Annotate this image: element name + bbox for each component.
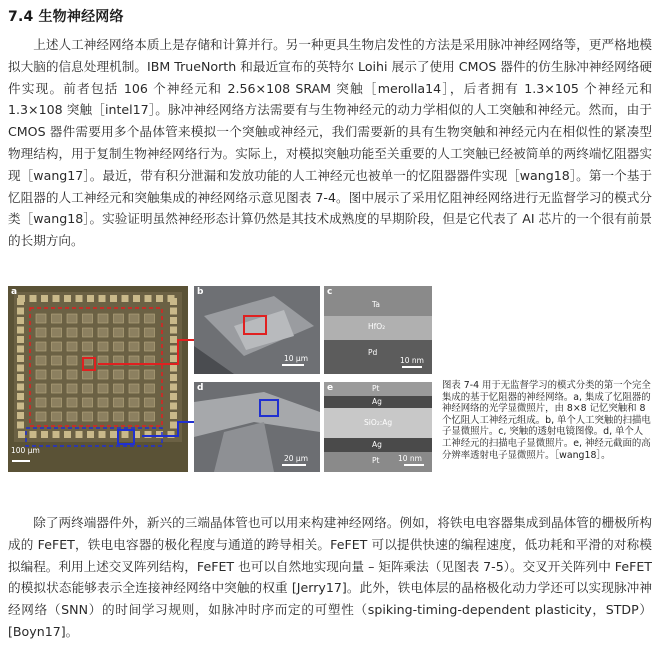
synapse-cell: [36, 356, 46, 365]
synapse-cell: [98, 370, 108, 379]
synapse-cell: [114, 398, 124, 407]
synapse-cell: [36, 328, 46, 337]
bond-pad: [17, 298, 24, 305]
synapse-cell: [145, 314, 155, 323]
bond-pad: [53, 295, 60, 302]
synapse-cell: [145, 398, 155, 407]
synapse-cell: [114, 314, 124, 323]
bond-pad: [17, 317, 24, 324]
bond-pad: [30, 431, 37, 438]
synapse-cell: [129, 342, 139, 351]
scale-bar-a: [12, 460, 30, 462]
bond-pad: [76, 431, 83, 438]
bond-pad: [145, 295, 152, 302]
bond-pad: [17, 336, 24, 343]
panel-b-label: b: [197, 287, 204, 297]
panel-c-layer-2: Pd: [368, 348, 378, 357]
synapse-cell: [98, 412, 108, 421]
bond-pad: [76, 295, 83, 302]
bond-pad: [17, 403, 24, 410]
bond-pad: [17, 384, 24, 391]
bond-pad: [122, 295, 129, 302]
synapse-cell: [114, 342, 124, 351]
bond-pad: [110, 295, 117, 302]
synapse-cell: [145, 412, 155, 421]
synapse-cell: [52, 370, 62, 379]
panel-e-neuron-tem: [324, 382, 432, 472]
synapse-cell: [83, 342, 93, 351]
synapse-cell: [67, 342, 77, 351]
synapse-cell: [36, 412, 46, 421]
synapse-cell: [129, 328, 139, 337]
bond-pad: [64, 295, 71, 302]
bond-pad: [17, 355, 24, 362]
figure-caption: 图表 7-4 用于无监督学习的模式分类的第一个完全集成的基于忆阻器的神经网络。a, 集成了忆阻器的神经网络的光学显微照片，由 8×8 记忆突触和 8 个忆阻人工神经元组成。b, 单个人工突触的扫描电子显微照片。c, 突触的透射电镜图像。d, 单个人工神经元的扫描电子显微照片。e, 神经元截面的高分辨率透射电子显微照片。［wang18］。: [442, 380, 651, 461]
panel-d-label: d: [197, 383, 204, 393]
bond-pad: [17, 393, 24, 400]
synapse-cell: [83, 328, 93, 337]
bond-pad: [133, 295, 140, 302]
bond-pad: [53, 431, 60, 438]
synapse-cell: [129, 412, 139, 421]
synapse-cell: [36, 342, 46, 351]
bond-pad: [17, 365, 24, 372]
synapse-cell: [83, 384, 93, 393]
synapse-cell: [98, 384, 108, 393]
synapse-cell: [67, 412, 77, 421]
paragraph-1: 上述人工神经网络本质上是存储和计算并行。另一种更具生物启发性的方法是采用脉冲神经网络等，更严格地模拟大脑的信息处理机制。IBM TrueNorth 和最近宣布的英特尔 Loihi 展示了使用 CMOS 器件的仿生脉冲神经网络硬件实现。前者包括 106 个神经元和 2.56×108 SRAM 突触［merolla14］，后者拥有 1.3×105 个神经元和 1.3×108 突触［intel17］。脉冲神经网络方法需要有与生物神经元的动力学相似的人工突触和神经元。然而，由于 CMOS 器件需要用多个晶体管来模拟一个突触或神经元，我们需要新的具有生物突触和神经元内在相似性的紧凑型物理结构，用于复制生物神经网络行为。实际上，对模拟突触功能至关重要的人工突触已经被简单的两终端忆阻器实现［wang17］。最近，带有积分泄漏和发放功能的人工神经元也被单一的忆阻器器件实现［wang18］。第一个基于忆阻器的人工神经元和突触集成的神经网络示意见图表 7-4。图中展示了采用忆阻神经网络进行无监督学习的模式分类［wang18］。实验证明虽然神经形态计算仍然是其技术成熟度的早期阶段，但是它代表了 AI 芯片的一个很有前景的长期方向。: [8, 37, 652, 249]
panel-b-scale-label: 10 µm: [284, 354, 309, 363]
bond-pad: [87, 295, 94, 302]
panel-c-scale-label: 10 nm: [400, 356, 424, 365]
synapse-cell: [83, 398, 93, 407]
bond-pad: [99, 295, 106, 302]
panel-a-scale-label: 100 µm: [11, 446, 40, 455]
bond-pad: [17, 346, 24, 353]
bond-pad: [30, 295, 37, 302]
synapse-cell: [145, 328, 155, 337]
panel-e-layer-0: Pt: [372, 384, 380, 393]
bond-pad: [17, 422, 24, 429]
panel-e-layer-3: Ag: [372, 440, 382, 449]
synapse-cell: [114, 370, 124, 379]
connector-arrows: [158, 296, 198, 466]
synapse-cell: [129, 384, 139, 393]
bond-pad: [122, 431, 129, 438]
synapse-cell: [129, 398, 139, 407]
paragraph-2: 除了两终端器件外，新兴的三端晶体管也可以用来构建神经网络。例如，将铁电电容器集成到晶体管的栅极所构成的 FeFET，铁电电容器的极化程度与通道的跨导相关。FeFET 可以提供快速的编程速度，低功耗和平滑的对称模拟编程。利用上述交叉阵列结构，FeFET 也可以自然地实现向量 – 矩阵乘法（见图表 7-5）。交叉开关阵列中 FeFET 的模拟状态能够表示全连接神经网络中突触的权重 [Jerry17]。此外，铁电体层的晶格极化动力学还可以实现脉冲神经网络（SNN）的时间学习规则，如脉冲时序而定的可塑性（spiking-timing-dependent plasticity，STDP）[Boyn17]。: [8, 515, 652, 639]
panel-c-layer-1: HfO₂: [368, 322, 386, 331]
synapse-cell: [98, 314, 108, 323]
synapse-cell: [36, 370, 46, 379]
synapse-cell: [98, 342, 108, 351]
bond-pad: [41, 431, 48, 438]
synapse-cell: [52, 342, 62, 351]
synapse-cell: [36, 314, 46, 323]
synapse-cell: [52, 398, 62, 407]
bond-pad: [110, 431, 117, 438]
synapse-cell: [67, 370, 77, 379]
synapse-cell: [52, 412, 62, 421]
synapse-cell: [67, 314, 77, 323]
panel-d-scale-label: 20 µm: [284, 454, 309, 463]
panel-e-layer-2: SiO₂:Ag: [364, 418, 393, 427]
synapse-cell: [129, 370, 139, 379]
synapse-cell: [83, 370, 93, 379]
bond-pad: [64, 431, 71, 438]
synapse-cell: [67, 356, 77, 365]
panel-b-synapse-sem: [194, 286, 320, 374]
synapse-cell: [145, 370, 155, 379]
synapse-cell: [52, 384, 62, 393]
bond-pad: [87, 431, 94, 438]
synapse-cell: [36, 384, 46, 393]
bond-pad: [41, 295, 48, 302]
panel-c-label: c: [327, 287, 333, 297]
panel-e-layer-4: Pt: [372, 456, 380, 465]
bond-pad: [17, 374, 24, 381]
bond-pad: [17, 327, 24, 334]
synapse-cell: [83, 412, 93, 421]
figure-7-4: [8, 286, 432, 472]
synapse-cell: [52, 328, 62, 337]
synapse-cell: [98, 398, 108, 407]
synapse-cell: [67, 398, 77, 407]
synapse-cell: [145, 384, 155, 393]
bond-pad: [18, 431, 25, 438]
panel-c-synapse-tem: [324, 286, 432, 374]
panel-c-layer-0: Ta: [372, 300, 380, 309]
synapse-cell: [52, 314, 62, 323]
bond-pad: [99, 431, 106, 438]
synapse-cell: [114, 384, 124, 393]
bond-pad: [17, 308, 24, 315]
panel-d-neuron-sem: [194, 382, 320, 472]
panel-e-label: e: [327, 383, 334, 393]
synapse-cell: [52, 356, 62, 365]
synapse-cell: [83, 314, 93, 323]
section-title: 7.4 生物神经网络: [8, 9, 124, 25]
panel-e-layer-1: Ag: [372, 397, 382, 406]
panel-e-scale-label: 10 nm: [398, 454, 422, 463]
synapse-cell: [98, 328, 108, 337]
bond-pad: [17, 412, 24, 419]
synapse-cell: [145, 342, 155, 351]
synapse-cell: [67, 384, 77, 393]
synapse-cell: [36, 398, 46, 407]
panel-a-label: a: [11, 287, 18, 297]
synapse-cell: [129, 314, 139, 323]
synapse-cell: [114, 412, 124, 421]
synapse-cell: [114, 328, 124, 337]
synapse-cell: [67, 328, 77, 337]
